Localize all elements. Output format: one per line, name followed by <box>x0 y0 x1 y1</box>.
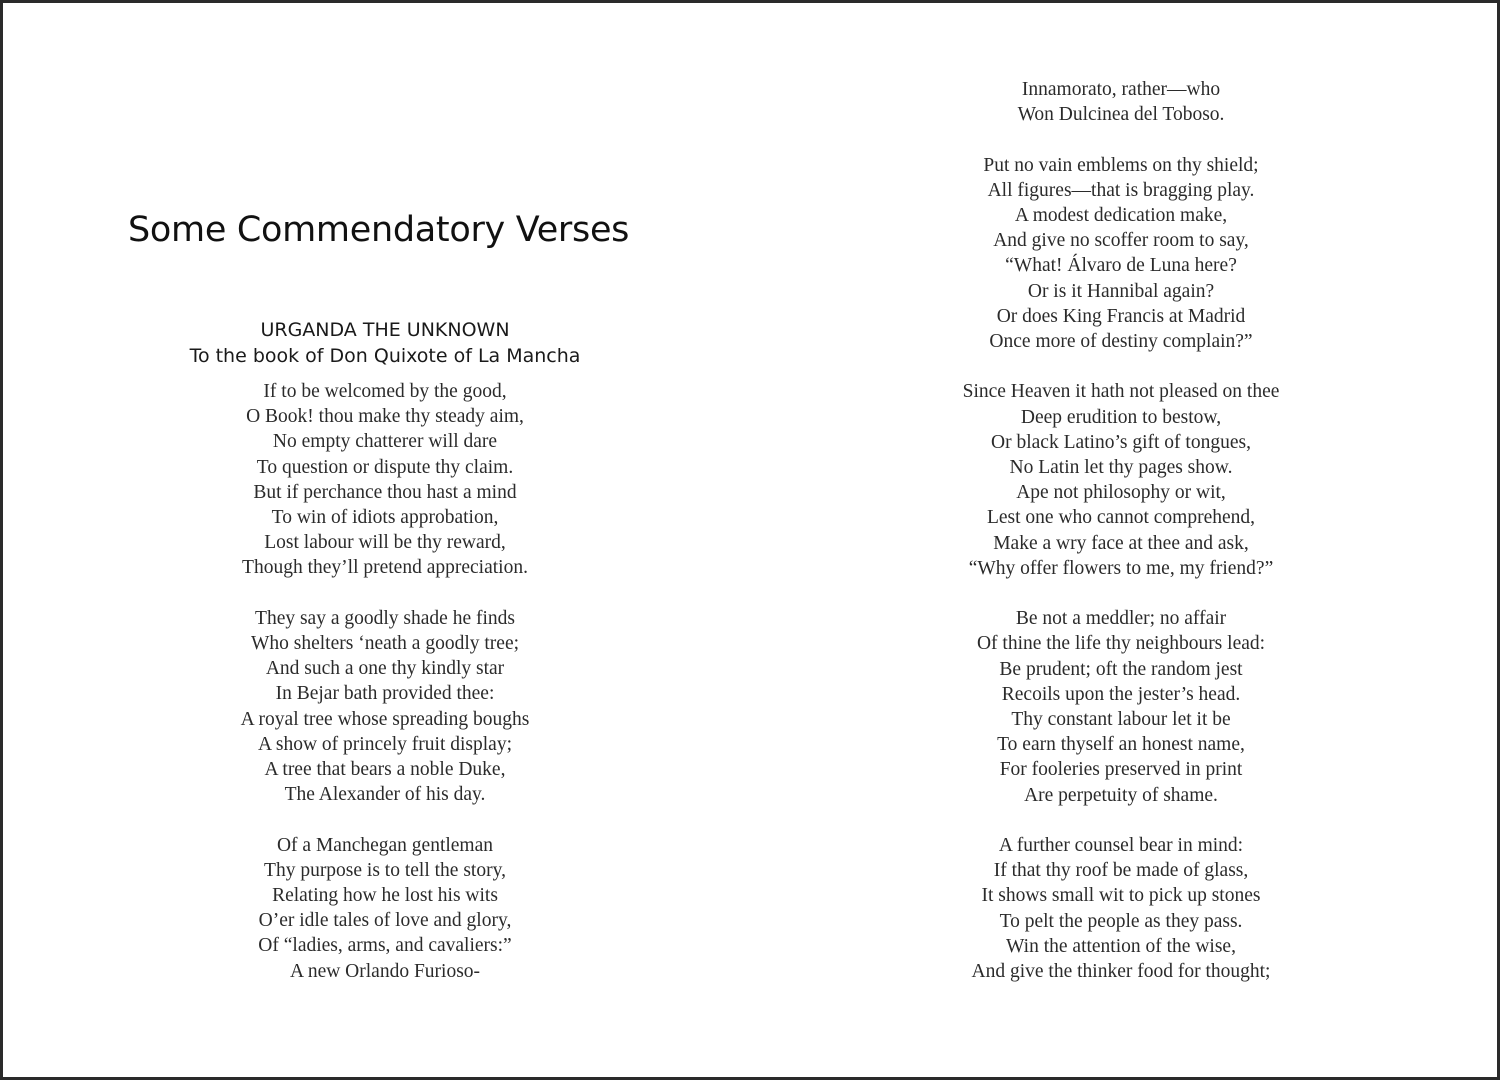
verse-line: Relating how he lost his wits <box>272 885 498 907</box>
verse-line: Won Dulcinea del Toboso. <box>1017 104 1225 126</box>
verse-line: All figures—that is bragging play. <box>987 179 1255 201</box>
verse-line: A royal tree whose spreading boughs <box>240 708 530 730</box>
verse-line: Be not a meddler; no affair <box>1015 608 1227 630</box>
verse-line: Thy purpose is to tell the story, <box>264 859 506 881</box>
verse-line: Lest one who cannot comprehend, <box>986 507 1256 529</box>
verse-line: Though they’ll pretend appreciation. <box>242 557 528 579</box>
verse-line: Recoils upon the jester’s head. <box>1001 683 1241 705</box>
verse-line: Put no vain emblems on thy shield; <box>983 154 1259 176</box>
verse-line: O’er idle tales of love and glory, <box>258 910 512 932</box>
verse-line: O Book! thou make thy steady aim, <box>246 406 524 428</box>
verse-line: But if perchance thou hast a mind <box>253 481 517 503</box>
verse-line: Are perpetuity of shame. <box>1024 784 1218 806</box>
poem-author: URGANDA THE UNKNOWN <box>260 319 510 341</box>
verse-line: And such a one thy kindly star <box>265 658 505 680</box>
stanza <box>3 606 767 808</box>
poem-dedication: To the book of Don Quixote of La Mancha <box>189 345 581 367</box>
verse-line: “What! Álvaro de Luna here? <box>1005 255 1237 277</box>
verse-line: Who shelters ‘neath a goodly tree; <box>250 633 520 655</box>
stanza <box>3 833 767 984</box>
verse-line: The Alexander of his day. <box>284 784 486 806</box>
verse-line: Or black Latino’s gift of tongues, <box>991 431 1251 453</box>
stanza <box>3 379 767 581</box>
verse-line: They say a goodly shade he finds <box>255 607 515 629</box>
verse-line: Ape not philosophy or wit, <box>1016 482 1226 504</box>
verse-line: To question or dispute thy claim. <box>256 456 514 478</box>
verse-line: Be prudent; oft the random jest <box>999 658 1243 680</box>
verse-line: A tree that bears a noble Duke, <box>264 759 506 781</box>
verse-line: No empty chatterer will dare <box>272 431 498 453</box>
verse-line: “Why offer flowers to me, my friend?” <box>968 557 1274 579</box>
stanza <box>861 833 1381 984</box>
verse-line: Deep erudition to bestow, <box>1020 406 1222 428</box>
verse-line: And give no scoffer room to say, <box>993 230 1249 252</box>
verse-line: A show of princely fruit display; <box>257 733 512 755</box>
section-title: Some Commendatory Verses <box>128 210 630 250</box>
verse-line: If that thy roof be made of glass, <box>993 860 1249 882</box>
stanza <box>861 77 1381 127</box>
verse-line: In Bejar bath provided thee: <box>275 683 495 705</box>
verse-line: Or does King Francis at Madrid <box>996 305 1246 327</box>
verse-line: Thy constant labour let it be <box>1011 709 1231 731</box>
verse-line: Lost labour will be thy reward, <box>264 532 506 554</box>
verse-line: Once more of destiny complain?” <box>989 331 1253 353</box>
verse-line: A modest dedication make, <box>1014 205 1228 226</box>
verse-line: To earn thyself an honest name, <box>997 734 1245 756</box>
verse-line: No Latin let thy pages show. <box>1009 457 1233 479</box>
verse-line: It shows small wit to pick up stones <box>981 885 1261 907</box>
stanza <box>861 379 1381 581</box>
verse-line: Make a wry face at thee and ask, <box>993 532 1249 554</box>
verse-line: Since Heaven it hath not pleased on thee <box>962 381 1280 403</box>
verse-line: Win the attention of the wise, <box>1006 935 1236 957</box>
verse-line: A further counsel bear in mind: <box>998 835 1244 857</box>
verse-line: If to be welcomed by the good, <box>263 381 507 402</box>
verse-line: A new Orlando Furioso- <box>289 960 481 982</box>
verse-line: To pelt the people as they pass. <box>999 910 1243 932</box>
stanza <box>861 153 1381 355</box>
verse-line: Of a Manchegan gentleman <box>276 834 494 856</box>
verse-line: And give the thinker food for thought; <box>971 961 1271 983</box>
verse-line: Or is it Hannibal again? <box>1027 280 1215 302</box>
verse-line: Innamorato, rather—who <box>1021 79 1221 100</box>
verse-line: Of “ladies, arms, and cavaliers:” <box>258 935 512 957</box>
left-verse-column <box>3 379 767 1009</box>
verse-line: To win of idiots approbation, <box>271 507 499 529</box>
verse-line: Of thine the life thy neighbours lead: <box>976 633 1266 655</box>
verse-line: For fooleries preserved in print <box>999 759 1243 781</box>
stanza <box>861 606 1381 808</box>
